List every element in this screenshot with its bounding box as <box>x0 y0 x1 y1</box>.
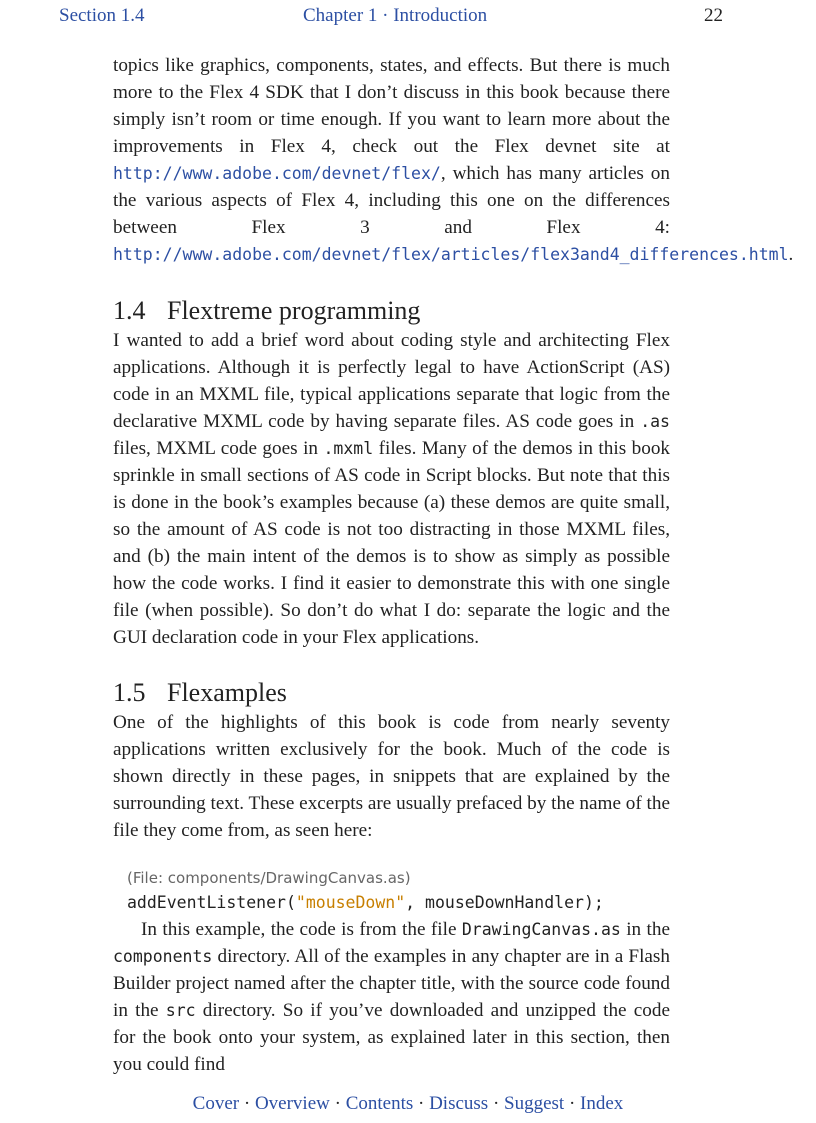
footer-separator: · <box>243 1093 251 1114</box>
footer-link-cover[interactable]: Cover <box>192 1093 240 1114</box>
section-link[interactable]: Section 1.4 <box>59 5 145 26</box>
inline-code: .mxml <box>323 439 374 458</box>
body-text: files. Many of the demos in this book sprinkle in small sections of AS code in Script blocks. But note that this is done in the book’s examples because (a) these demos are quite small, so the amount of AS code is not too distracting in those MXML files, and (b) the main intent of the demos is to show as simply as possible how the code works. I find it easier to demonstrate this with one single file (when possible). So don’t do what I do: separate the logic and the GUI declaration code in your Flex applications. <box>113 438 671 648</box>
body-text: files, MXML code goes in <box>113 438 324 459</box>
section-heading-1-5 <box>113 677 670 709</box>
footer-link-suggest[interactable]: Suggest <box>504 1093 565 1114</box>
body-text: in the <box>620 919 670 940</box>
section-number: 1.5 <box>113 678 146 707</box>
code-snippet <box>127 866 670 916</box>
intro-text-3: . <box>788 244 794 265</box>
footer-separator: · <box>568 1093 576 1114</box>
footer-separator: · <box>492 1093 500 1114</box>
section-heading-1-4 <box>113 295 670 327</box>
inline-code: .as <box>640 412 670 431</box>
section-title: Flextreme programming <box>167 296 421 325</box>
differences-article-link[interactable]: http://www.adobe.com/devnet/flex/articles/flex3and4_differences.html <box>113 245 789 264</box>
chapter-link[interactable]: Chapter 1 · Introduction <box>303 5 488 26</box>
section-1-4-paragraph <box>113 327 670 651</box>
intro-text-1: topics like graphics, components, states, and effects. But there is much more to the Flex 4 SDK that I don’t discuss in this book because there simply isn’t room or time enough. If you want to learn more about the improvements in Flex 4, check out the Flex devnet site at <box>113 55 670 157</box>
inline-code: components <box>113 947 213 966</box>
body-text: directory. All of the examples in any chapter are in a Flash Builder project named after the chapter title, with the source code found in the <box>113 946 670 1021</box>
body-text: In this example, the code is from the file <box>141 919 462 940</box>
code-string-literal: "mouseDown" <box>295 893 406 912</box>
page-number: 22 <box>704 5 723 26</box>
code-file-caption: (File: components/DrawingCanvas.as) <box>127 869 411 887</box>
section-number: 1.4 <box>113 296 146 325</box>
inline-code: src <box>165 1001 196 1020</box>
footer-separator: · <box>334 1093 341 1114</box>
intro-paragraph <box>113 52 794 268</box>
body-text: I wanted to add a brief word about coding style and architecting Flex applications. Although it is perfectly legal to have ActionScript (AS) code in an MXML file, typical applications separate that logic from the declarative MXML code by having separate files. AS code goes in <box>113 330 670 432</box>
body-text: directory. So if you’ve downloaded and unzipped the code for the book onto your system, as explained later in this section, then you could find <box>113 1000 670 1075</box>
section-1-5-paragraph: One of the highlights of this book is code from nearly seventy applications written exclusively for the book. Much of the code is shown directly in these pages, in snippets that are explained by the surrounding text. These excerpts are usually prefaced by the name of the file they come from, as seen here: <box>113 712 670 841</box>
footer-link-index[interactable]: Index <box>580 1093 624 1114</box>
footer-nav <box>0 1092 816 1116</box>
code-text: addEventListener( <box>127 893 296 912</box>
devnet-link[interactable]: http://www.adobe.com/devnet/flex/ <box>113 164 441 183</box>
inline-code: DrawingCanvas.as <box>461 920 621 939</box>
footer-separator: · <box>418 1093 425 1114</box>
code-line <box>127 890 670 916</box>
section-1-5-paragraph-2 <box>113 916 670 1078</box>
page-content <box>113 52 794 1078</box>
footer-link-contents[interactable]: Contents <box>345 1093 414 1114</box>
running-head <box>0 4 816 30</box>
footer-link-overview[interactable]: Overview <box>254 1093 330 1114</box>
footer-link-discuss[interactable]: Discuss <box>429 1093 489 1114</box>
section-title: Flexamples <box>167 678 287 707</box>
code-text: , mouseDownHandler); <box>405 893 604 912</box>
intro-text-2: , which has many articles on the various aspects of Flex 4, including this one on the differences between Flex 3 and Flex 4: <box>113 163 670 238</box>
